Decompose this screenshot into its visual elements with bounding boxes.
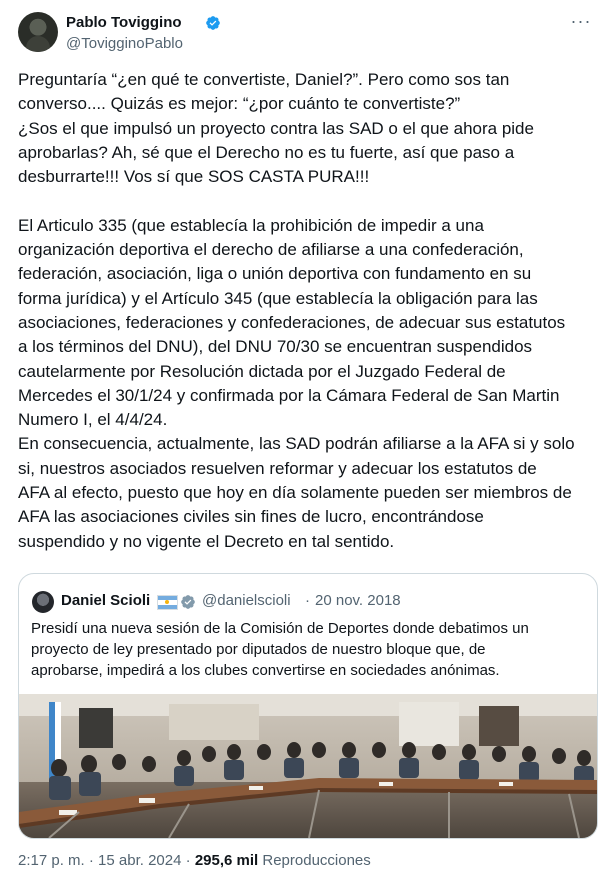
meeting-room-photo[interactable] — [19, 694, 597, 838]
author-name[interactable]: Pablo Toviggino — [66, 14, 182, 31]
tweet-text: Preguntaría “¿en qué te convertiste, Daniel?”. Pero como sos tan converso.... Quizás es mejor: “¿por cuánto te convertiste?” ¿Sos el que impulsó un proyecto contra las SAD o el que ahora pide aprobarlas? Ah, sé que el Derecho no es tu fuerte, así que paso a desburrarte!!! Vos sí que SOS CASTA PURA!!! El Articulo 335 (que establecía la prohibición de impedir a una organización deportiva el derecho de afiliarse a una confederación, federación, asociación, liga o unión deportiva con fundamento en su forma jurídica) y el Artículo 345 (que establecía la obligación para las asociaciones, federaciones y confederaciones, de adecuar sus estatutos a los términos del DNU), del DNU 70/30 se encuentran suspendidos cautelarmente por Resolución dictada por el Juzgado Federal de Mercedes el 30/1/24 y confirmada por la Cámara Federal de San Martin Numero I, el 4/4/24. En consecuencia, actualmente, las SAD podrán afiliarse a la AFA si y solo si, nuestros asociados resuelven reformar y adecuar los estatutos de AFA al efecto, puesto que hoy en día solamente pueden ser miembros de AFA las asociaciones civiles sin fines de lucro, encontrándose suspendido y no vigente el Decreto en tal sentido. — [18, 70, 575, 551]
separator-dot: · — [305, 592, 310, 609]
tweet-header — [18, 12, 592, 58]
author-avatar[interactable] — [18, 12, 58, 52]
views-count: 295,6 mil — [194, 852, 259, 869]
author-handle[interactable]: @TovigginoPablo — [66, 35, 183, 52]
quoted-author-name[interactable]: Daniel Scioli — [61, 592, 151, 609]
tweet-time[interactable]: 2:17 p. m. — [18, 852, 85, 869]
tweet-date[interactable]: 15 abr. 2024 — [98, 852, 182, 869]
quoted-author-handle[interactable]: @danielscioli — [202, 592, 291, 609]
views-label: Reproducciones — [262, 852, 371, 869]
tweet-meta — [18, 852, 371, 869]
separator-dot: · — [88, 852, 94, 869]
quoted-text: Presidí una nueva sesión de la Comisión de Deportes donde debatimos un proyecto de ley presentado por diputados de nuestro bloque que, de aprobarse, impedirá a los clubes convertirse en sociedades anónimas. — [31, 620, 529, 679]
separator-dot: · — [185, 852, 191, 869]
quoted-author-avatar[interactable] — [32, 591, 54, 613]
gray-verified-badge-icon — [180, 594, 196, 610]
more-options-icon[interactable]: ··· — [570, 11, 592, 31]
verified-badge-icon[interactable] — [205, 15, 221, 31]
quoted-date[interactable]: 20 nov. 2018 — [315, 592, 401, 609]
quoted-tweet[interactable] — [18, 573, 598, 839]
argentina-flag-icon — [157, 595, 178, 610]
